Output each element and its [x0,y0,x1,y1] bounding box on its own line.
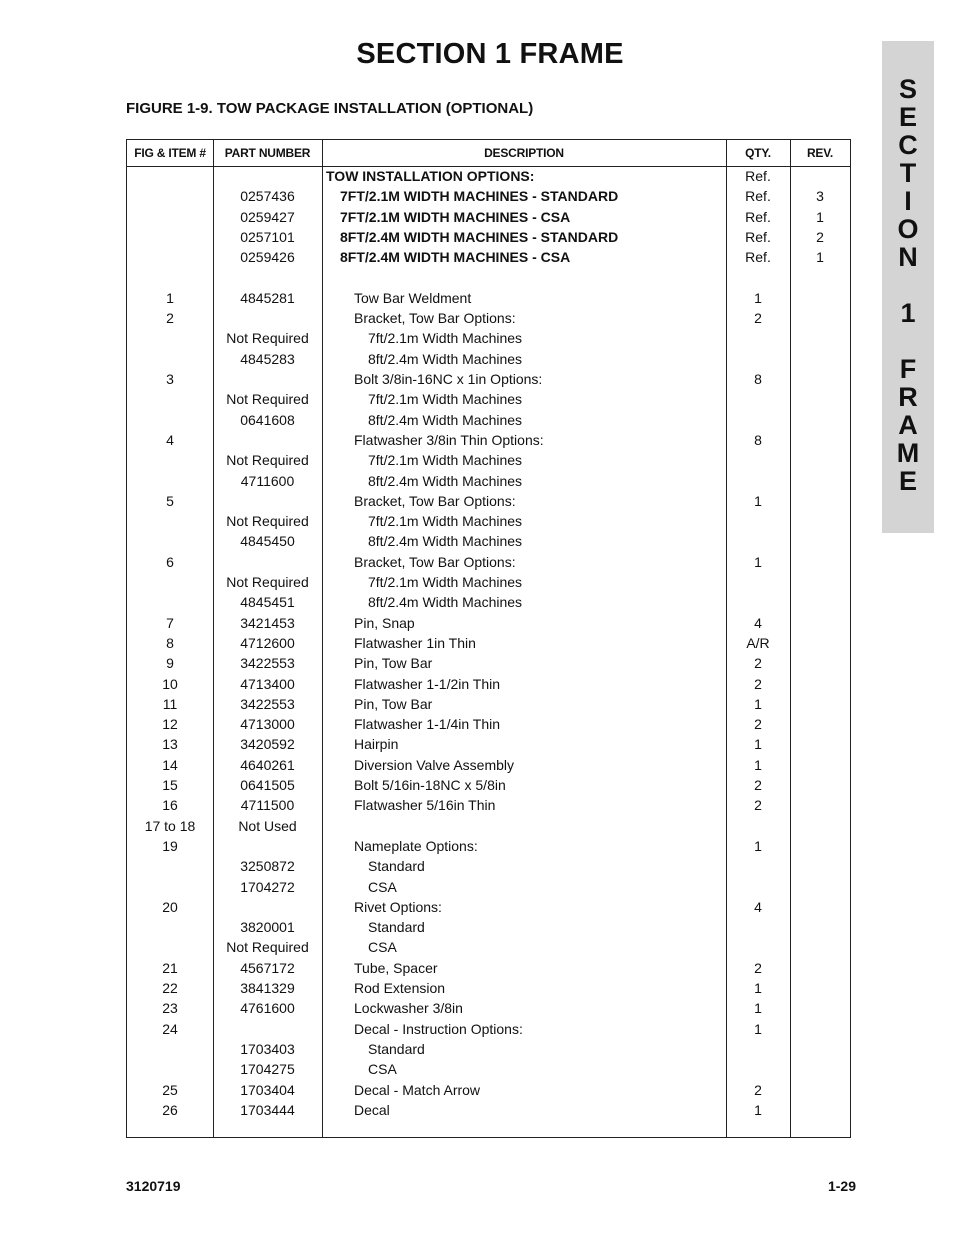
parts-table [126,139,851,1138]
description-cell: Bracket, Tow Bar Options: [354,492,516,509]
side-tab-word: 1 [900,298,916,328]
description-cell: 7ft/2.1m Width Machines [368,330,523,347]
qty-cell: 1 [754,756,762,773]
table-row [127,450,850,470]
table-row [127,877,850,897]
table-row [127,1100,850,1120]
section-title: SECTION 1 FRAME [356,38,624,70]
part-number-cell: 4713000 [240,716,295,733]
description-cell: 7FT/2.1M WIDTH MACHINES - CSA [340,208,571,225]
description-cell: 7FT/2.1M WIDTH MACHINES - STANDARD [340,188,619,205]
table-row [127,410,850,430]
table-row [127,430,850,450]
part-number-cell: 4711600 [240,472,295,489]
header-qty: QTY. [745,146,771,160]
fig-item-cell: 24 [162,1020,178,1037]
description-cell: 8ft/2.4m Width Machines [368,594,523,611]
qty-cell: A/R [746,634,770,651]
part-number-cell: 4761600 [240,1000,295,1017]
fig-item-cell: 12 [162,716,178,733]
description-cell: Bracket, Tow Bar Options: [354,310,516,327]
table-row [127,369,850,389]
description-cell: Flatwasher 1-1/4in Thin [354,716,501,733]
fig-item-cell: 13 [162,736,178,753]
description-cell: 8ft/2.4m Width Machines [368,533,523,550]
part-number-cell: 0257101 [240,228,295,245]
qty-cell: 2 [754,716,762,733]
part-number-cell: 4567172 [240,959,295,976]
description-cell: Decal - Match Arrow [354,1081,481,1098]
table-row [127,674,850,694]
fig-item-cell: 20 [162,898,178,915]
description-cell: CSA [368,1061,397,1078]
table-row [127,552,850,572]
part-number-cell: 4712600 [240,634,295,651]
fig-item-cell: 21 [162,959,178,976]
description-cell: Rod Extension [354,980,446,996]
part-number-cell: Not Required [226,330,309,347]
fig-item-cell: 10 [162,675,178,692]
section-side-tab [882,41,934,533]
part-number-cell: 4845281 [240,289,295,306]
qty-cell: Ref. [745,249,771,266]
qty-cell: 4 [754,614,762,631]
description-cell: 7ft/2.1m Width Machines [368,391,523,408]
description-cell: Tow Bar Weldment [354,289,472,306]
part-number-cell: 4711500 [240,797,295,814]
part-number-cell: 0259427 [240,208,295,225]
table-row [127,166,850,186]
table-row [127,592,850,612]
table-row [127,288,850,308]
part-number-cell: 0257436 [240,188,295,205]
description-cell: Pin, Snap [354,614,415,631]
document-number: 3120719 [126,1178,181,1194]
table-row [127,734,850,754]
part-number-cell: 3841329 [240,980,295,996]
part-number-cell: 1703404 [240,1081,295,1098]
figure-title: FIGURE 1-9. TOW PACKAGE INSTALLATION (OPTIONAL) [126,100,534,117]
description-cell: Bolt 3/8in-16NC x 1in Options: [354,371,543,387]
fig-item-cell: 1 [166,289,174,306]
table-row [127,328,850,348]
table-row [127,653,850,673]
qty-cell: Ref. [745,208,771,225]
qty-cell: 8 [754,431,762,448]
description-cell: Bracket, Tow Bar Options: [354,553,516,570]
part-number-cell: 4640261 [240,756,295,773]
part-number-cell: 3250872 [240,858,295,875]
side-tab-word: S E C T I O N [897,74,919,272]
part-number-cell: Not Used [238,817,297,834]
part-number-cell: Not Required [226,574,309,590]
table-row [127,491,850,511]
table-row [127,694,850,714]
table-row [127,856,850,876]
table-row [127,613,850,633]
part-number-cell: 1703444 [240,1101,295,1118]
part-number-cell: 3422553 [240,655,295,672]
table-row [127,836,850,856]
table-row [127,714,850,734]
fig-item-cell: 26 [162,1101,178,1118]
table-row [127,349,850,369]
part-number-cell: 4713400 [240,675,295,692]
qty-cell: 2 [754,310,762,327]
part-number-cell: 0641608 [240,411,295,428]
qty-cell: 4 [754,898,762,915]
description-cell: TOW INSTALLATION OPTIONS: [326,168,535,184]
table-row [127,1080,850,1100]
qty-cell: 1 [754,1020,762,1037]
table-row [127,572,850,592]
table-row [127,775,850,795]
fig-item-cell: 7 [166,614,174,631]
description-cell: Nameplate Options: [354,837,478,854]
part-number-cell: Not Required [226,452,309,469]
table-row [127,511,850,531]
table-row [127,1039,850,1059]
part-number-cell: 4845451 [240,594,295,611]
qty-cell: 1 [754,492,762,509]
description-cell: Standard [368,858,425,875]
table-row [127,247,850,267]
table-row [127,917,850,937]
part-number-cell: 4845283 [240,350,295,367]
table-row [127,227,850,247]
table-row [127,207,850,227]
qty-cell: 1 [754,289,762,306]
part-number-cell: 4845450 [240,533,295,550]
header-description: DESCRIPTION [484,146,564,160]
fig-item-cell: 14 [162,756,178,773]
description-cell: Flatwasher 5/16in Thin [354,797,496,814]
description-cell: CSA [368,939,397,956]
qty-cell: Ref. [745,228,771,245]
fig-item-cell: 25 [162,1081,178,1098]
description-cell: 8ft/2.4m Width Machines [368,411,523,428]
description-cell: 7ft/2.1m Width Machines [368,513,523,530]
qty-cell: 1 [754,1000,762,1017]
part-number-cell: 3421453 [240,614,295,631]
table-row [127,795,850,815]
description-cell: CSA [368,878,397,895]
table-row [127,389,850,409]
table-row [127,471,850,491]
qty-cell: 2 [754,1081,762,1098]
qty-cell: 2 [754,675,762,692]
part-number-cell: 0259426 [240,249,295,266]
fig-item-cell: 15 [162,777,178,793]
description-cell: Tube, Spacer [354,959,438,976]
description-cell: Decal - Instruction Options: [354,1020,523,1037]
header-rev: REV. [806,146,834,160]
part-number-cell: 1703403 [240,1040,295,1057]
description-cell: Pin, Tow Bar [354,695,433,712]
fig-item-cell: 5 [166,492,174,509]
table-row [127,755,850,775]
description-cell: 8FT/2.4M WIDTH MACHINES - STANDARD [340,228,619,245]
fig-item-cell: 6 [166,553,174,570]
rev-cell: 2 [816,228,824,245]
rev-cell: 1 [816,208,824,225]
description-cell: Diversion Valve Assembly [354,756,515,773]
description-cell: Flatwasher 3/8in Thin Options: [354,431,544,448]
qty-cell: 1 [754,837,762,854]
table-row [127,1019,850,1039]
table-row [127,531,850,551]
page-number: 1-29 [827,1178,856,1194]
part-number-cell: 3420592 [240,736,295,753]
description-cell: Standard [368,1040,425,1057]
description-cell: Rivet Options: [354,898,442,915]
fig-item-cell: 4 [166,431,174,448]
fig-item-cell: 8 [166,634,174,651]
fig-item-cell: 22 [162,980,178,996]
fig-item-cell: 17 to 18 [144,817,196,834]
fig-item-cell: 2 [166,310,174,327]
part-number-cell: 1704275 [240,1061,295,1078]
description-cell: Flatwasher 1-1/2in Thin [354,675,501,692]
description-cell: 7ft/2.1m Width Machines [368,574,523,590]
fig-item-cell: 23 [162,1000,178,1017]
description-cell: 8ft/2.4m Width Machines [368,350,523,367]
part-number-cell: 3820001 [240,919,295,936]
qty-cell: 1 [754,553,762,570]
table-row [127,816,850,836]
fig-item-cell: 11 [162,695,178,712]
header-part-number: PART NUMBER [224,146,311,160]
table-row [127,308,850,328]
description-cell: Lockwasher 3/8in [354,1000,463,1017]
qty-cell: 2 [754,777,762,793]
table-row [127,958,850,978]
description-cell: Pin, Tow Bar [354,655,433,672]
fig-item-cell: 16 [162,797,178,814]
qty-cell: Ref. [745,168,771,184]
part-number-cell: Not Required [226,939,309,956]
header-fig-item: FIG & ITEM # [134,146,206,160]
description-cell: Standard [368,919,425,936]
table-row [127,268,850,288]
table-row [127,1059,850,1079]
description-cell: 7ft/2.1m Width Machines [368,452,523,469]
table-row [127,186,850,206]
description-cell: Hairpin [354,736,399,753]
qty-cell: 1 [754,1101,762,1118]
table-row [127,978,850,998]
table-row [127,998,850,1018]
description-cell: 8FT/2.4M WIDTH MACHINES - CSA [340,249,571,266]
qty-cell: 1 [754,980,762,996]
description-cell: 8ft/2.4m Width Machines [368,472,523,489]
rev-cell: 1 [816,249,824,266]
fig-item-cell: 19 [162,837,178,854]
description-cell: Bolt 5/16in-18NC x 5/8in [354,777,506,793]
part-number-cell: 1704272 [240,878,295,895]
qty-cell: 2 [754,655,762,672]
qty-cell: 1 [754,736,762,753]
side-tab-word: F R A M E [896,354,920,496]
part-number-cell: Not Required [226,391,309,408]
rev-cell: 3 [816,188,824,205]
fig-item-cell: 3 [166,371,174,387]
part-number-cell: Not Required [226,513,309,530]
qty-cell: 1 [754,695,762,712]
table-row [127,633,850,653]
qty-cell: 2 [754,797,762,814]
qty-cell: Ref. [745,188,771,205]
qty-cell: 2 [754,959,762,976]
description-cell: Flatwasher 1in Thin [354,634,476,651]
description-cell: Decal [354,1101,390,1118]
table-row [127,937,850,957]
fig-item-cell: 9 [166,655,174,672]
table-row [127,897,850,917]
part-number-cell: 3422553 [240,695,295,712]
qty-cell: 8 [754,371,762,387]
part-number-cell: 0641505 [240,777,295,793]
